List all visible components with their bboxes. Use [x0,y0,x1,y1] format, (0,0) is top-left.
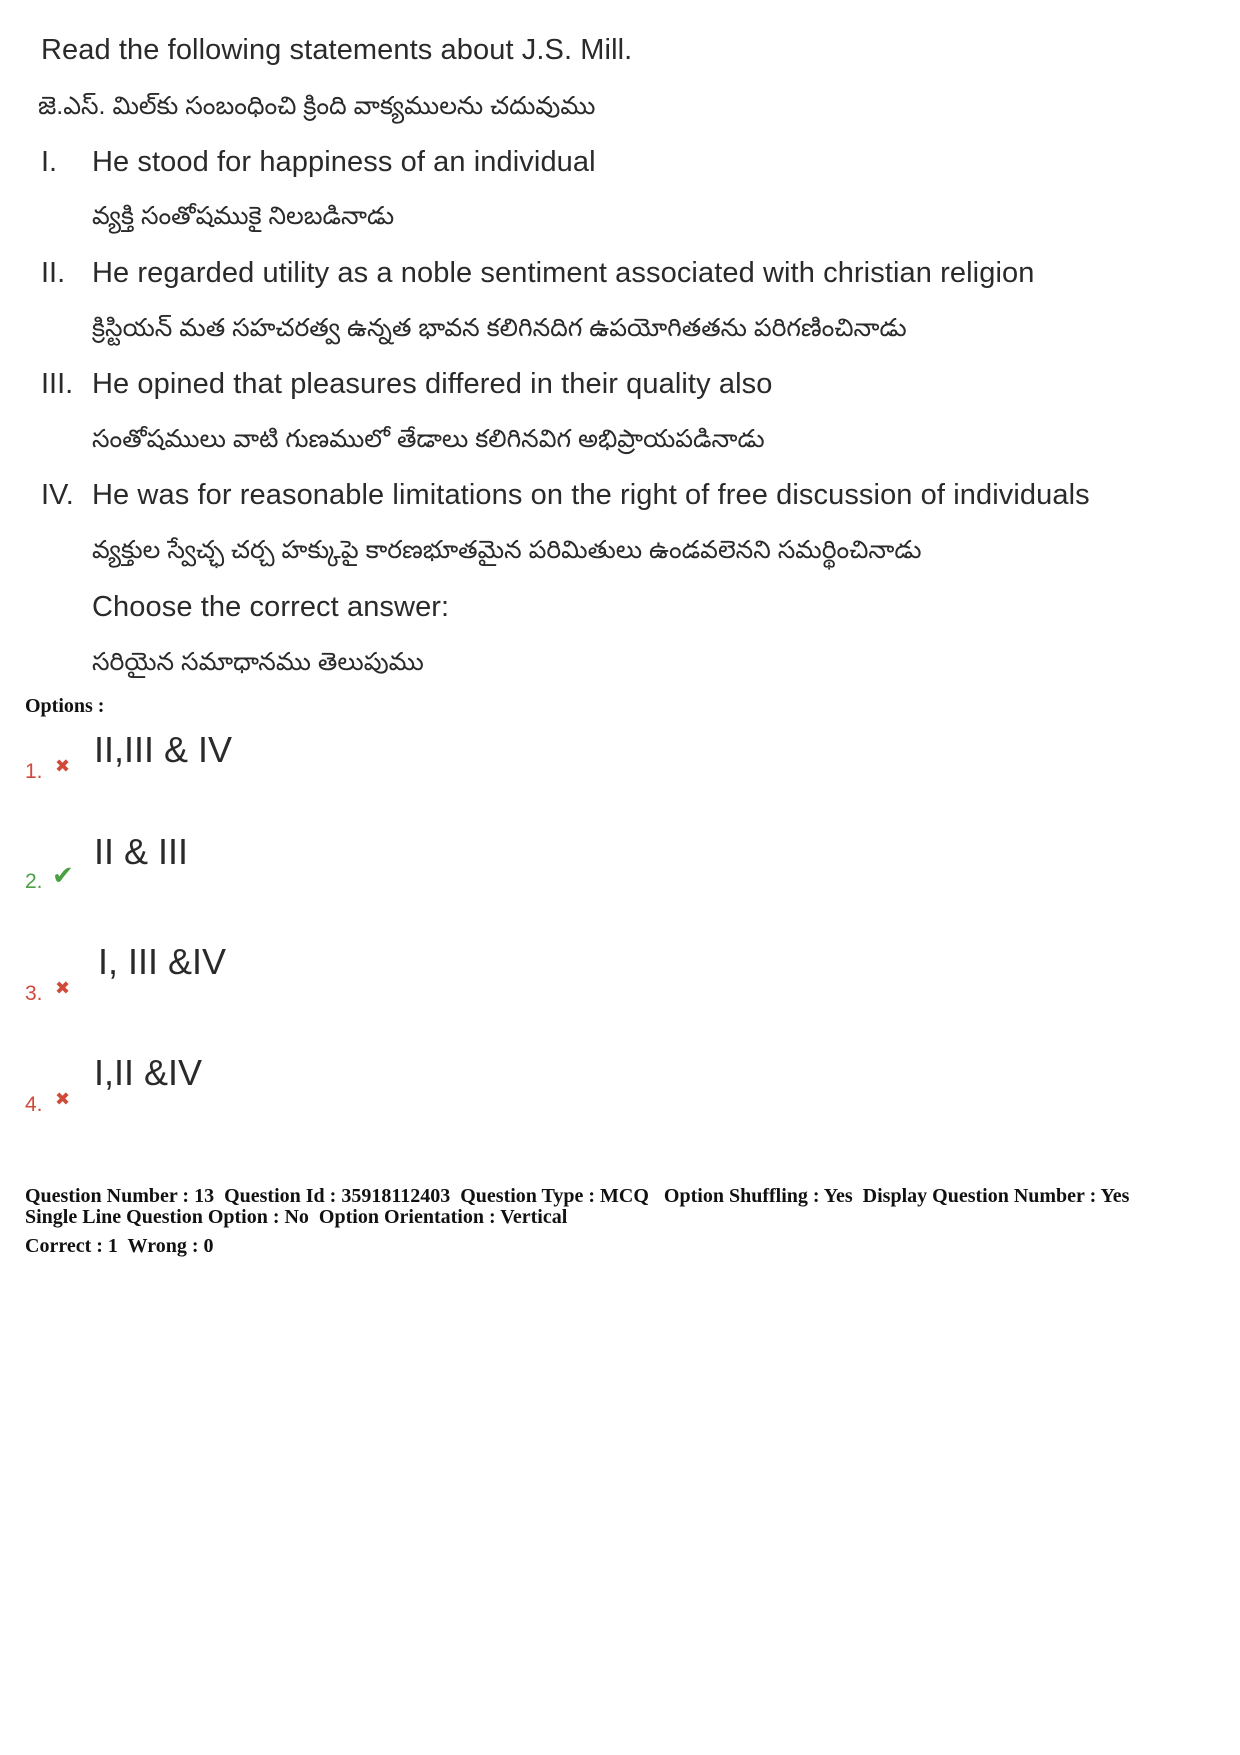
option-text: I, III &IV [98,941,227,982]
option-text: II & III [94,831,189,872]
statement-en: He opined that pleasures differed in their quality also [92,368,773,400]
option-number: 2. [25,870,43,893]
statement-number: IV. [41,479,74,511]
option-number: 1. [25,760,43,783]
check-icon: ✔ [52,860,74,890]
statement-en: He regarded utility as a noble sentiment associated with christian religion [92,257,1035,289]
cross-icon: ✖ [55,978,71,998]
score-meta: Correct : 1 Wrong : 0 [25,1235,214,1257]
question-intro-te: జె.ఎస్. మిల్‌కు సంబంధించి క్రింది వాక్యములను చదువుము [38,92,596,120]
option-text: I,II &IV [94,1052,203,1093]
question-meta-line-2: Single Line Question Option : No Option Orientation : Vertical [25,1206,568,1228]
statement-en: He was for reasonable limitations on the right of free discussion of individuals [92,479,1090,511]
statement-te: వ్యక్తి సంతోషముకై నిలబడినాడు [92,202,395,230]
cross-icon: ✖ [55,756,71,776]
statement-te: క్రిస్టియన్ మత సహచరత్వ ఉన్నత భావన కలిగినదిగ ఉపయోగితతను పరిగణించినాడు [92,314,907,342]
choose-instruction-en: Choose the correct answer: [92,591,450,623]
statement-number: III. [41,368,74,400]
question-meta-line-1: Question Number : 13 Question Id : 35918112403 Question Type : MCQ Option Shuffling : Yes Display Question Number : Yes [25,1185,1130,1207]
choose-instruction-te: సరియైన సమాధానము తెలుపుము [92,648,424,676]
option-number: 4. [25,1093,43,1116]
option-text: II,III & IV [94,729,233,770]
cross-icon: ✖ [55,1089,71,1109]
question-intro-en: Read the following statements about J.S. Mill. [41,34,633,66]
statement-te: వ్యక్తుల స్వేచ్ఛ చర్చ హక్కుపై కారణభూతమైన పరిమితులు ఉండవలెనని సమర్థించినాడు [92,536,922,564]
options-label: Options : [25,695,105,717]
option-number: 3. [25,982,43,1005]
statement-number: II. [41,257,66,289]
statement-number: I. [41,146,58,178]
statement-te: సంతోషములు వాటి గుణములో తేడాలు కలిగినవిగ అభిప్రాయపడినాడు [92,425,765,453]
statement-en: He stood for happiness of an individual [92,146,596,178]
